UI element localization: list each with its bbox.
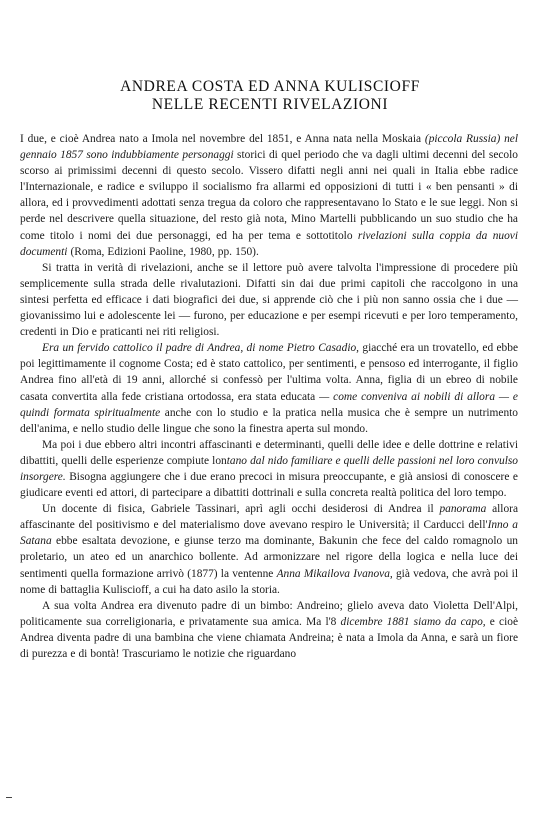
text-run: Un docente di fisica, Gabriele Tassinari, aprì agli occhi desiderosi di Andrea il <box>42 503 440 516</box>
title-line-1: ANDREA COSTA ED ANNA KULISCIOFF <box>120 78 420 95</box>
italic-run: — come conveniva ai nobili di allora — e quindi formata spiritualmente <box>20 390 518 419</box>
text-run: Bisogna aggiungere che i due erano precoci in misura preoccupante, e già ansiosi di conoscere e giudicare eventi ed attori, di partecipare a dibattiti dottrinali e sulla concreta realtà politica del loro tempo. <box>20 470 518 500</box>
italic-run: dicembre 1881 siamo da capo, <box>340 615 486 628</box>
italic-run: (piccola Russia) nel gennaio 1857 sono indubbiamente personaggi <box>20 133 518 162</box>
italic-run: rivelazioni sulla coppia da nuovi documenti <box>20 229 519 258</box>
title-line-2: NELLE RECENTI RIVELAZIONI <box>151 96 389 113</box>
paragraph <box>20 501 518 598</box>
italic-run: Era un fervido cattolico il padre di Andrea, di nome Pietro Casadio, <box>42 342 360 355</box>
text-run: allora affascinante del positivismo e del materialismo dove avevano respiro le Università; il Carducci dell' <box>20 503 518 532</box>
italic-run: tano dal nido familiare e quelli delle passioni nel loro convulso insorgere. <box>20 454 518 483</box>
text-run: (Roma, Edizioni Paoline, 1980, pp. 150). <box>67 245 259 258</box>
text-run: Si tratta in verità di rivelazioni, anche se il lettore può avere talvolta l'impressione di procedere più semplicemente sulla strada delle rivalutazioni. Difatti sin dai due primi capitoli che raccolgono in una sintesi perfetta ed efficace i dati biografici dei due, si apprende ciò che i più non sanno ossia che i due — giovanissimo lui e adolescente lei — furono, per educazione e per esempi ricevuti e per loro temperamento, credenti in Dio e praticanti nei riti religiosi. <box>20 261 518 339</box>
page-edge-mark <box>6 797 12 798</box>
italic-run: Inno a Satana <box>20 519 518 548</box>
paragraph <box>20 437 518 501</box>
text-run: giacché era un trovatello, ed ebbe poi legittimamente il cognome Costa; ed è stato cattolico, per sentimenti, e pensoso ed interrogante, il figlio Andrea fino all'età di 19 anni, allorché si confessò per l'ultima volta. Anna, figlia di un ebreo di nobile casata convertita alla fede cristiana ortodossa, era stata educata <box>20 342 518 403</box>
text-run: già vedova, che avrà poi il nome di battaglia Kuliscioff, a cui ha dato asilo la storia. <box>20 567 519 596</box>
text-run: e cioè Andrea diventa padre di una bambina che viene chiamata Andreina; è nata a Imola da Anna, e sarà un fiore di purezza e di bontà! Trascuriamo le notizie che riguardano <box>20 615 519 660</box>
article-body <box>20 131 518 662</box>
paragraph <box>20 340 518 437</box>
text-run: A sua volta Andrea era divenuto padre di un bimbo: Andreino; glielo aveva dato Violetta Dell'Alpi, politicamente sua correligionaria, e privatamente sua amica. Ma l'8 <box>20 599 518 628</box>
italic-run: panorama <box>439 503 487 516</box>
text-run: Ma poi i due ebbero altri incontri affascinanti e determinanti, quelli delle idee e delle dottrine e relativi dibattiti, quelli delle esperienze compiute lon <box>20 438 518 467</box>
paragraph <box>20 131 518 260</box>
paragraph <box>20 598 518 662</box>
text-run: ebbe esaltata devozione, e giunse terzo ma dominante, Bakunin che fece del caldo romagnolo un proletario, un ateo ed un anarchico bollente. Ad armonizzare nel rigore della logica e nella luce dei sentimenti quella formazione arrivò (1877) la ventenne <box>20 535 518 580</box>
italic-run: Anna Mikailova Ivanova, <box>276 567 393 580</box>
text-run: I due, e cioè Andrea nato a Imola nel novembre del 1851, e Anna nata nella Moskaia <box>20 133 425 145</box>
text-run: storici di quel periodo che va dagli ultimi decenni del secolo scorso ai primissimi decenni di questo secolo. Vissero difatti negli anni nei quali in Italia ebbe radice l'Internazionale, e radice e sviluppo il socialismo fra allarmi ed opposizioni di tutti i « ben pensanti » di allora, ed i provvedimenti adottati senza tregua da coloro che rappresentavano lo Stato e le sue leggi. Non si perde nel descrivere quella situazione, del resto già nota, Mino Martelli pubblicando un suo studio che ha come titolo i nomi dei due personaggi, ed ha per tema e sottotitolo <box>20 149 518 242</box>
text-run: anche con lo studio e la pratica nella musica che è sempre un nutrimento dell'anima, e nello studio delle lingue che sono la finestra aperta sul mondo. <box>20 406 519 435</box>
paragraph <box>20 260 518 340</box>
